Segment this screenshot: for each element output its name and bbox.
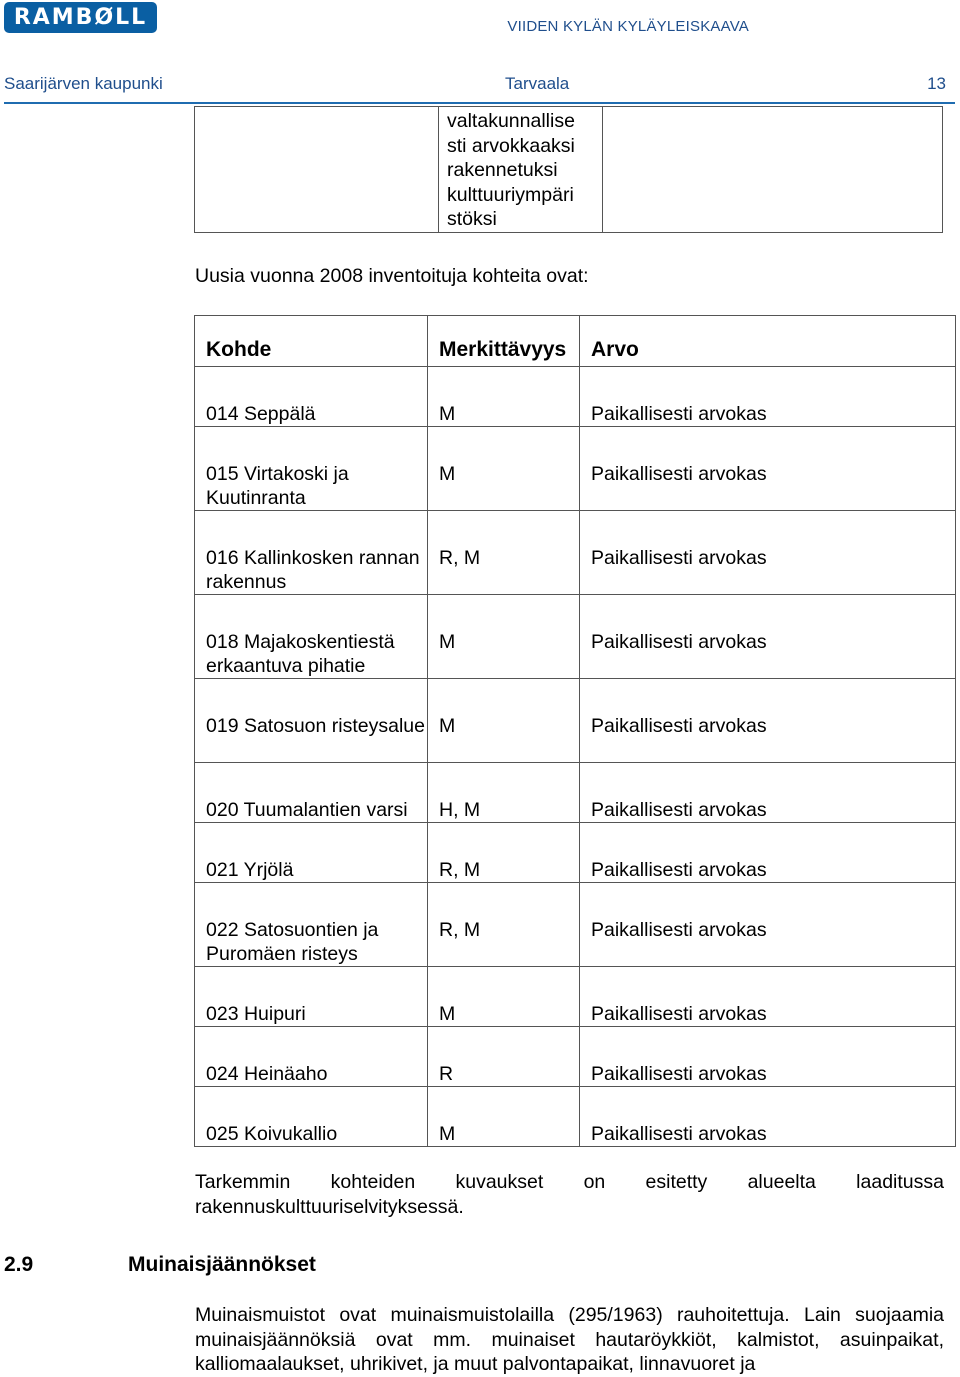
cell-merkittavyys: H, M [428, 763, 580, 823]
table-row [195, 107, 943, 233]
inventory-table [194, 315, 956, 1147]
cell-merkittavyys: R, M [428, 823, 580, 883]
cell-arvo: Paikallisesti arvokas [580, 883, 956, 967]
cell-arvo: Paikallisesti arvokas [580, 427, 956, 511]
header-municipality: Saarijärven kaupunki [4, 74, 163, 93]
table-row [195, 679, 956, 763]
table-row [195, 427, 956, 511]
cell-merkittavyys: M [428, 427, 580, 511]
cell-arvo: Paikallisesti arvokas [580, 367, 956, 427]
section-number: 2.9 [4, 1253, 34, 1276]
table-row [195, 967, 956, 1027]
paragraph-muinaismuistot: Muinaismuistot ovat muinaismuistolailla (295/1963) rauhoitettuja. Lain suojaamia muinaisjäännöksiä ovat mm. muinaiset hautaröykkiöt, kalmistot, asuinpaikat, kalliomaalaukset, uhrikivet, ja muut palvontapaikat, linnavuoret ja [195, 1304, 944, 1375]
ramboll-logo: RAMBØLL [4, 2, 157, 33]
table-row [195, 511, 956, 595]
cell-kohde: 020 Tuumalantien varsi [195, 763, 428, 823]
cell-kohde: 016 Kallinkosken rannan rakennus [195, 511, 428, 595]
cell-arvo: Paikallisesti arvokas [580, 1027, 956, 1087]
cell-kohde: 023 Huipuri [195, 967, 428, 1027]
paragraph-descriptions: Tarkemmin kohteiden kuvaukset on esitetty alueelta laaditussa rakennuskulttuuriselvityksessä. [195, 1171, 944, 1218]
cell-merkittavyys: R, M [428, 511, 580, 595]
cell-arvo: Paikallisesti arvokas [580, 1087, 956, 1147]
cell-merkittavyys: M [428, 679, 580, 763]
column-header-merkittavyys: Merkittävyys [428, 316, 580, 367]
column-header-arvo: Arvo [580, 316, 956, 367]
table-row [195, 367, 956, 427]
cell-kohde: 019 Satosuon risteysalue [195, 679, 428, 763]
cell-arvo: Paikallisesti arvokas [580, 679, 956, 763]
document-title: VIIDEN KYLÄN KYLÄYLEISKAAVA [507, 18, 749, 35]
cell-arvo: Paikallisesti arvokas [580, 511, 956, 595]
header-divider [4, 102, 955, 104]
continued-table-fragment [194, 106, 943, 233]
cell-arvo: Paikallisesti arvokas [580, 823, 956, 883]
cell-kohde: 015 Virtakoski ja Kuutinranta [195, 427, 428, 511]
cell-merkittavyys: M [428, 595, 580, 679]
table-row [195, 763, 956, 823]
cell-kohde: 022 Satosuontien ja Puromäen risteys [195, 883, 428, 967]
header-area: Tarvaala [505, 74, 570, 93]
cell-kohde: 014 Seppälä [195, 367, 428, 427]
table-row [195, 823, 956, 883]
table-row [195, 883, 956, 967]
cell-arvo: Paikallisesti arvokas [580, 967, 956, 1027]
cell-merkittavyys: R [428, 1027, 580, 1087]
section-title: Muinaisjäännökset [128, 1253, 316, 1276]
cell-arvo: Paikallisesti arvokas [580, 763, 956, 823]
column-header-kohde: Kohde [195, 316, 428, 367]
page-number: 13 [927, 74, 946, 93]
cell-merkittavyys: M [428, 367, 580, 427]
table-cell: valtakunnallise sti arvokkaaksi rakennetuksi kulttuuriympäri stöksi [439, 107, 603, 233]
table-row [195, 1027, 956, 1087]
table-cell [603, 107, 943, 233]
table-cell [195, 107, 439, 233]
cell-kohde: 021 Yrjölä [195, 823, 428, 883]
cell-arvo: Paikallisesti arvokas [580, 595, 956, 679]
table-header-row [195, 316, 956, 367]
intro-text: Uusia vuonna 2008 inventoituja kohteita ovat: [195, 265, 589, 287]
cell-kohde: 018 Majakoskentiestä erkaantuva pihatie [195, 595, 428, 679]
table-row [195, 595, 956, 679]
cell-merkittavyys: M [428, 1087, 580, 1147]
table-row [195, 1087, 956, 1147]
cell-merkittavyys: R, M [428, 883, 580, 967]
cell-merkittavyys: M [428, 967, 580, 1027]
cell-kohde: 024 Heinäaho [195, 1027, 428, 1087]
cell-kohde: 025 Koivukallio [195, 1087, 428, 1147]
